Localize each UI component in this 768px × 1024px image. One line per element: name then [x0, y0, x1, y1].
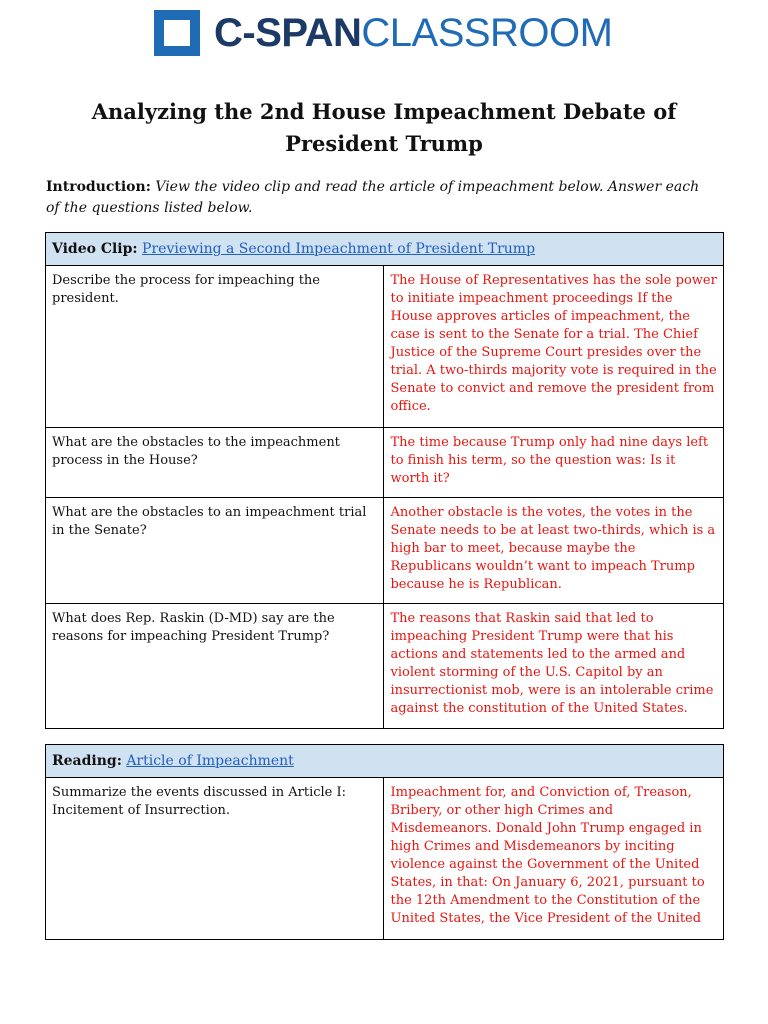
intro-label: Introduction: — [46, 179, 151, 195]
intro-text: View the video clip and read the article of impeachment below. Answer each of the questions listed below. — [46, 179, 700, 216]
video-clip-table — [45, 232, 724, 729]
question-cell: What are the obstacles to the impeachment process in the House? — [46, 428, 384, 498]
question-cell: What are the obstacles to an impeachment trial in the Senate? — [46, 498, 384, 604]
page-title: Analyzing the 2nd House Impeachment Debate of President Trump — [91, 99, 677, 156]
table-row — [46, 498, 724, 604]
logo-wordmark — [214, 13, 612, 53]
answer-cell[interactable]: Impeachment for, and Conviction of, Treason, Bribery, or other high Crimes and Misdemeanors. Donald John Trump engaged in high Crimes and Misdemeanors by inciting violence against the Government of the United States, in that: On January 6, 2021, pursuant to the 12th Amendment to the Constitution of the United States, the Vice President of the United — [384, 778, 724, 940]
table-row — [46, 778, 724, 940]
question-cell: Describe the process for impeaching the president. — [46, 266, 384, 428]
video-clip-header — [46, 233, 724, 266]
question-cell: What does Rep. Raskin (D-MD) say are the reasons for impeaching President Trump? — [46, 604, 384, 729]
table-row — [46, 428, 724, 498]
reading-header — [46, 745, 724, 778]
video-clip-link[interactable]: Previewing a Second Impeachment of President Trump — [142, 241, 536, 257]
introduction — [46, 177, 716, 219]
reading-label: Reading: — [52, 753, 122, 769]
logo-brand: C-SPAN — [214, 11, 362, 55]
table-row — [46, 266, 724, 428]
reading-link[interactable]: Article of Impeachment — [126, 753, 294, 769]
reading-table — [45, 744, 724, 940]
question-cell: Summarize the events discussed in Article I: Incitement of Insurrection. — [46, 778, 384, 940]
answer-cell[interactable]: The time because Trump only had nine days left to finish his term, so the question was: Is it worth it? — [384, 428, 724, 498]
answer-cell[interactable]: Another obstacle is the votes, the votes in the Senate needs to be at least two-thirds, which is a high bar to meet, because maybe the Republicans wouldn’t want to impeach Trump because he is Republican. — [384, 498, 724, 604]
logo-square-icon — [154, 10, 200, 56]
video-clip-label: Video Clip: — [52, 241, 138, 257]
cspan-classroom-logo — [154, 6, 614, 60]
table-row — [46, 604, 724, 729]
logo-sub: CLASSROOM — [361, 11, 613, 55]
answer-cell[interactable]: The House of Representatives has the sole power to initiate impeachment proceedings If the House approves articles of impeachment, the case is sent to the Senate for a trial. The Chief Justice of the Supreme Court presides over the trial. A two-thirds majority vote is required in the Senate to convict and remove the president from office. — [384, 266, 724, 428]
answer-cell[interactable]: The reasons that Raskin said that led to impeaching President Trump were that his actions and statements led to the armed and violent storming of the U.S. Capitol by an insurrectionist mob, were is an intolerable crime against the constitution of the United States. — [384, 604, 724, 729]
